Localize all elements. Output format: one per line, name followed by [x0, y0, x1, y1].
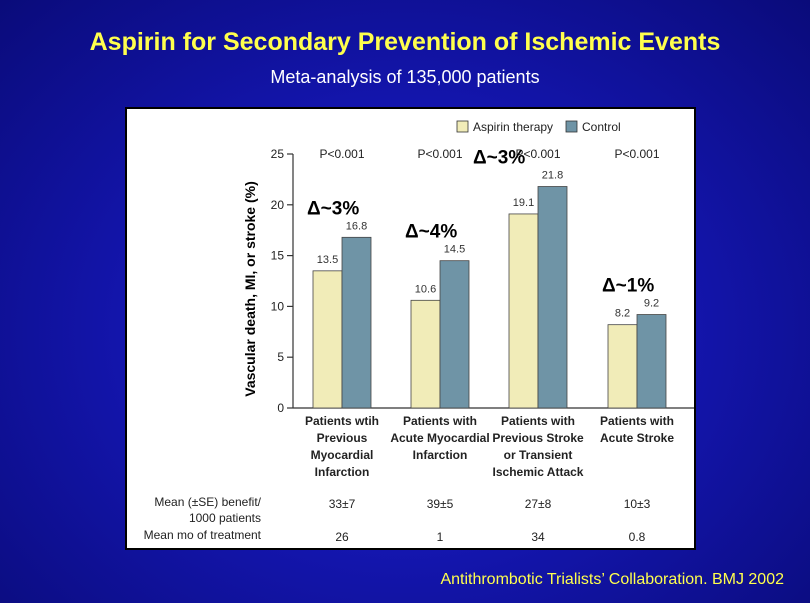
data-label: 19.1: [512, 196, 535, 209]
table-row-label: Mean mo of treatment: [143, 528, 261, 542]
category-label: Infarction: [314, 465, 370, 479]
y-tick-label: 0: [277, 401, 284, 415]
category-label: Acute Stroke: [599, 431, 675, 445]
data-label: 13.5: [316, 253, 339, 266]
table-benefit-value: 39±5: [426, 497, 454, 511]
bar: [608, 325, 637, 408]
delta-annotation: Δ~1%: [602, 275, 655, 297]
category-label: Patients wtih: [304, 414, 380, 428]
table-benefit-value: 33±7: [328, 497, 356, 511]
data-label: 9.2: [643, 297, 660, 310]
category-label: Patients with: [599, 414, 675, 428]
bar: [509, 214, 538, 408]
slide-title: Aspirin for Secondary Prevention of Ischemic Events: [89, 28, 721, 56]
bar: [538, 187, 567, 408]
legend-swatch: [457, 121, 468, 132]
y-tick-label: 5: [277, 350, 284, 365]
bar: [313, 271, 342, 408]
category-label: Infarction: [412, 448, 468, 462]
slide-subtitle: Meta-analysis of 135,000 patients: [270, 67, 540, 87]
citation-footer: Antithrombotic Trialists’ Collaboration. BMJ 2002: [440, 571, 784, 588]
category-label: Patients with: [402, 414, 478, 428]
chart-panel: [125, 107, 696, 550]
table-months-value: 26: [335, 530, 349, 544]
p-value-label: P<0.001: [319, 147, 365, 161]
table-row-label: Mean (±SE) benefit/: [154, 495, 261, 509]
data-label: 10.6: [414, 283, 437, 296]
delta-annotation: Δ~4%: [405, 221, 458, 243]
table-benefit-value: 27±8: [524, 497, 552, 511]
category-label: Myocardial: [310, 448, 374, 462]
data-label: 21.8: [541, 169, 564, 182]
legend-swatch: [566, 121, 577, 132]
data-label: 14.5: [443, 243, 466, 256]
table-months-value: 1: [436, 530, 444, 544]
y-tick-label: 20: [270, 197, 284, 212]
table-benefit-value: 10±3: [623, 497, 651, 511]
p-value-label: P<0.001: [417, 147, 463, 161]
category-label: Previous Stroke: [492, 431, 584, 445]
table-row-label: 1000 patients: [188, 511, 261, 525]
bar: [440, 261, 469, 408]
category-label: or Transient: [503, 448, 573, 462]
category-label: Ischemic Attack: [492, 465, 584, 479]
legend-label: Aspirin therapy: [473, 120, 554, 134]
bar: [342, 237, 371, 408]
category-label: Acute Myocardial: [390, 431, 490, 445]
table-months-value: 34: [531, 530, 545, 544]
bar: [637, 315, 666, 408]
y-tick-label: 15: [270, 248, 284, 263]
delta-annotation: Δ~3%: [473, 147, 526, 169]
p-value-label: P<0.001: [515, 147, 561, 161]
data-label: 8.2: [614, 307, 631, 320]
bar-chart: [127, 109, 694, 548]
y-axis-title: Vascular death, MI, or stroke (%): [242, 181, 258, 397]
p-value-label: P<0.001: [614, 147, 660, 161]
bar: [411, 300, 440, 408]
category-label: Patients with: [500, 414, 576, 428]
y-tick-label: 10: [270, 299, 284, 314]
data-label: 16.8: [345, 220, 368, 233]
delta-annotation: Δ~3%: [307, 198, 360, 220]
legend-label: Control: [582, 120, 621, 134]
y-tick-label: 25: [270, 147, 284, 161]
category-label: Previous: [316, 431, 368, 445]
table-months-value: 0.8: [628, 530, 646, 544]
